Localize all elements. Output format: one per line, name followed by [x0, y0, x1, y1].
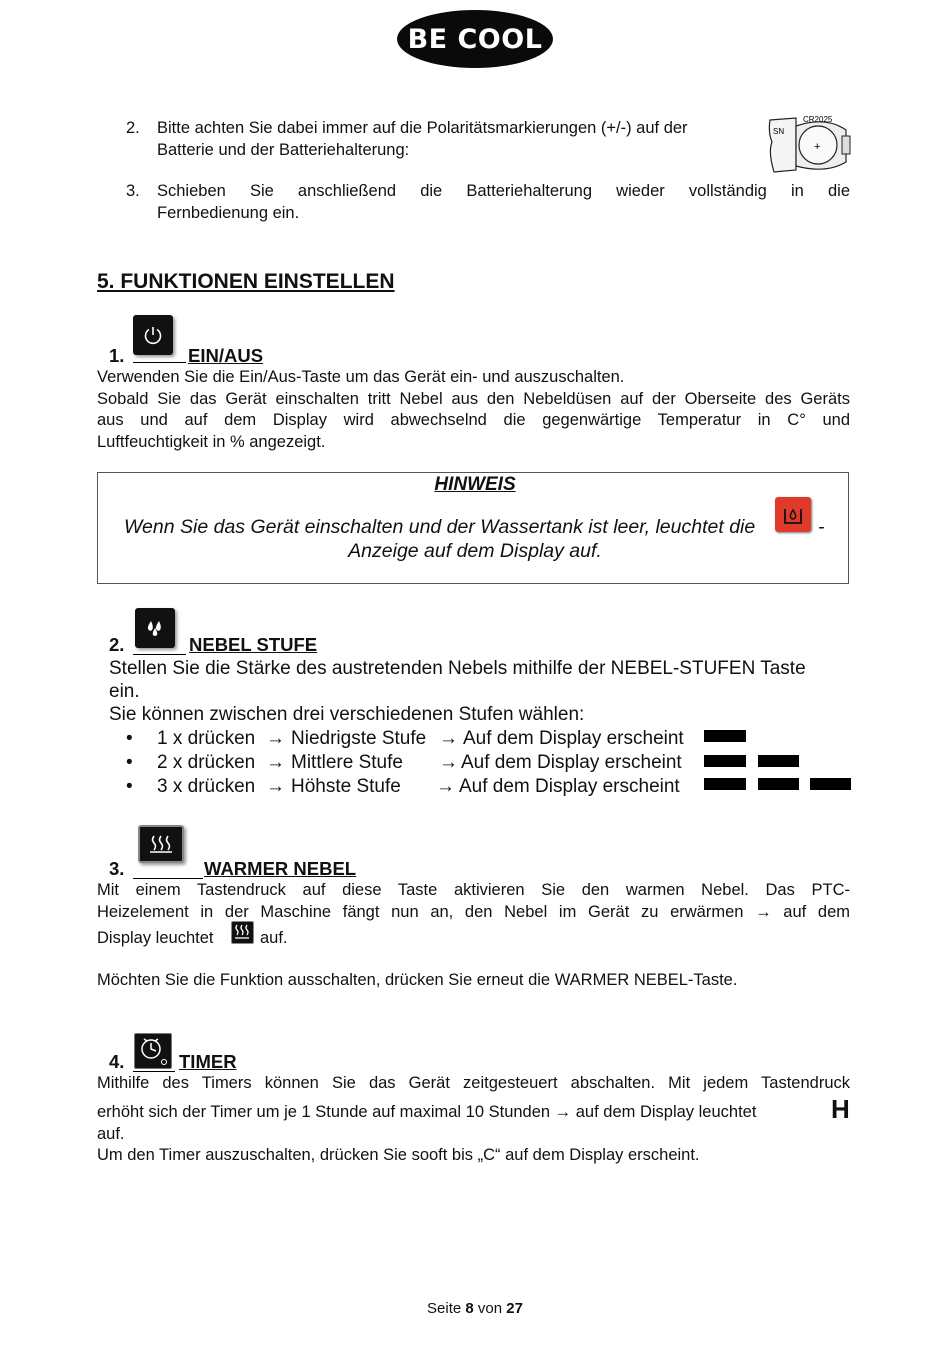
- f4-number: 4.: [109, 1051, 125, 1072]
- arrow: →: [266, 776, 285, 797]
- arrow: →: [266, 728, 285, 749]
- f4-title: TIMER: [179, 1051, 237, 1072]
- level-result: Auf dem Display erscheint: [461, 752, 682, 773]
- f3-line-3a: Display leuchtet: [97, 929, 214, 947]
- battery-label-plus: +: [814, 141, 821, 153]
- f2-intro-line: ein.: [109, 681, 140, 702]
- footer-total: 27: [506, 1300, 523, 1317]
- step-line: Schieben Sie anschließend die Batteriehalterung wieder vollständig in die: [157, 182, 850, 200]
- f3-line-3b: auf.: [260, 929, 288, 947]
- f4-body: [97, 1073, 850, 1095]
- f2-intro-line: Sie können zwischen drei verschiedenen Stufen wählen:: [109, 704, 585, 725]
- mist-level-bar: [704, 778, 746, 790]
- heading-underline: [133, 1071, 175, 1072]
- note-title: [0, 474, 950, 496]
- level-press: 3 x drücken: [157, 776, 256, 797]
- battery-holder-image: [766, 112, 852, 178]
- brand-logo-text: BE COOL: [407, 23, 543, 55]
- f4-line-3: auf.: [97, 1125, 125, 1143]
- brand-logo: [397, 10, 553, 68]
- note-line-2-text: Anzeige auf dem Display auf.: [348, 540, 602, 562]
- bullet: •: [126, 752, 133, 773]
- battery-step-3: [157, 181, 850, 224]
- battery-step-2: [157, 118, 757, 161]
- warm-mist-icon: [138, 825, 184, 863]
- f4-line: Mithilfe des Timers können Sie das Gerät zeitgesteuert abschalten. Mit jedem Tastendruck: [97, 1074, 850, 1092]
- step-line: Bitte achten Sie dabei immer auf die Polaritätsmarkierungen (+/-) auf der: [157, 119, 688, 137]
- f3-number: 3.: [109, 858, 125, 879]
- note-line-2: [0, 539, 950, 563]
- f2-intro: [109, 657, 851, 726]
- note-line-1-suffix: -: [818, 516, 825, 538]
- mist-drops-icon: [135, 608, 175, 648]
- water-tank-empty-icon: [775, 497, 811, 532]
- arrow: →: [439, 752, 458, 773]
- arrow: →: [436, 776, 455, 797]
- level-press: 2 x drücken: [157, 752, 256, 773]
- f4-line-2: erhöht sich der Timer um je 1 Stunde auf maximal 10 Stunden → auf dem Display leuchtet: [97, 1103, 757, 1121]
- bullet: •: [126, 776, 133, 797]
- footer-page: 8: [465, 1300, 474, 1317]
- heading-underline: [133, 878, 203, 879]
- step-number: 3.: [126, 182, 140, 200]
- note-line-1: Wenn Sie das Gerät einschalten und der Wassertank ist leer, leuchtet die: [124, 516, 756, 538]
- f2-title: NEBEL STUFE: [189, 634, 318, 655]
- level-name: Niedrigste Stufe: [291, 728, 427, 749]
- f3-line: Heizelement in der Maschine fängt nun an, den Nebel im Gerät zu erwärmen → auf dem: [97, 902, 850, 921]
- heading-underline: [133, 362, 186, 363]
- f1-line: Luftfeuchtigkeit in % angezeigt.: [97, 432, 326, 451]
- f2-number: 2.: [109, 634, 125, 655]
- f4-line-4: Um den Timer auszuschalten, drücken Sie sooft bis „C“ auf dem Display erscheint.: [97, 1146, 700, 1164]
- power-icon: [133, 315, 173, 355]
- section-title: 5. FUNKTIONEN EINSTELLEN: [97, 270, 395, 293]
- mist-level-bar: [704, 730, 746, 742]
- level-name: Mittlere Stufe: [291, 752, 403, 773]
- f1-title: EIN/AUS: [188, 345, 264, 366]
- f4-line-2-symbol: H: [831, 1094, 850, 1124]
- mist-level-bar: [758, 755, 799, 767]
- mist-level-bar: [704, 755, 746, 767]
- level-result: Auf dem Display erscheint: [463, 728, 684, 749]
- f3-line: Mit einem Tastendruck auf diese Taste aktivieren Sie den warmen Nebel. Das PTC-: [97, 881, 850, 899]
- f2-intro-line: Stellen Sie die Stärke des austretenden Nebels mithilfe der NEBEL-STUFEN Taste: [109, 658, 806, 679]
- f1-line: aus und auf dem Display wird abwechselnd die gegenwärtige Temperatur in C° und: [97, 411, 850, 429]
- bullet: •: [126, 728, 133, 749]
- f1-line: Verwenden Sie die Ein/Aus-Taste um das Gerät ein- und auszuschalten.: [97, 368, 625, 386]
- step-line: Fernbedienung ein.: [157, 203, 300, 222]
- heading-underline: [133, 654, 186, 655]
- step-number: 2.: [126, 119, 140, 137]
- level-result: Auf dem Display erscheint: [459, 776, 680, 797]
- note-title-text: HINWEIS: [434, 474, 516, 495]
- footer-prefix: Seite: [427, 1300, 462, 1317]
- mist-level-bar: [758, 778, 799, 790]
- footer-middle: von: [477, 1300, 503, 1317]
- f3-line-4: Möchten Sie die Funktion ausschalten, drücken Sie erneut die WARMER NEBEL-Taste.: [97, 971, 738, 989]
- level-press: 1 x drücken: [157, 728, 256, 749]
- arrow: →: [266, 752, 285, 773]
- f3-body: [97, 880, 850, 923]
- level-name: Höhste Stufe: [291, 776, 401, 797]
- f1-line: Sobald Sie das Gerät einschalten tritt Nebel aus den Nebeldüsen auf der Oberseite des Geräts: [97, 389, 850, 408]
- f1-body: [97, 367, 850, 453]
- page-footer: [0, 1300, 950, 1317]
- warm-mist-inline-icon: [231, 921, 254, 944]
- timer-icon: [134, 1033, 172, 1069]
- battery-label-sn: SN: [773, 127, 785, 136]
- step-line: Batterie und der Batteriehalterung:: [157, 140, 410, 159]
- battery-label-cell: CR2025: [803, 115, 833, 124]
- mist-level-bar: [810, 778, 851, 790]
- f1-number: 1.: [109, 345, 125, 366]
- arrow: →: [439, 728, 458, 749]
- f3-title: WARMER NEBEL: [204, 858, 357, 879]
